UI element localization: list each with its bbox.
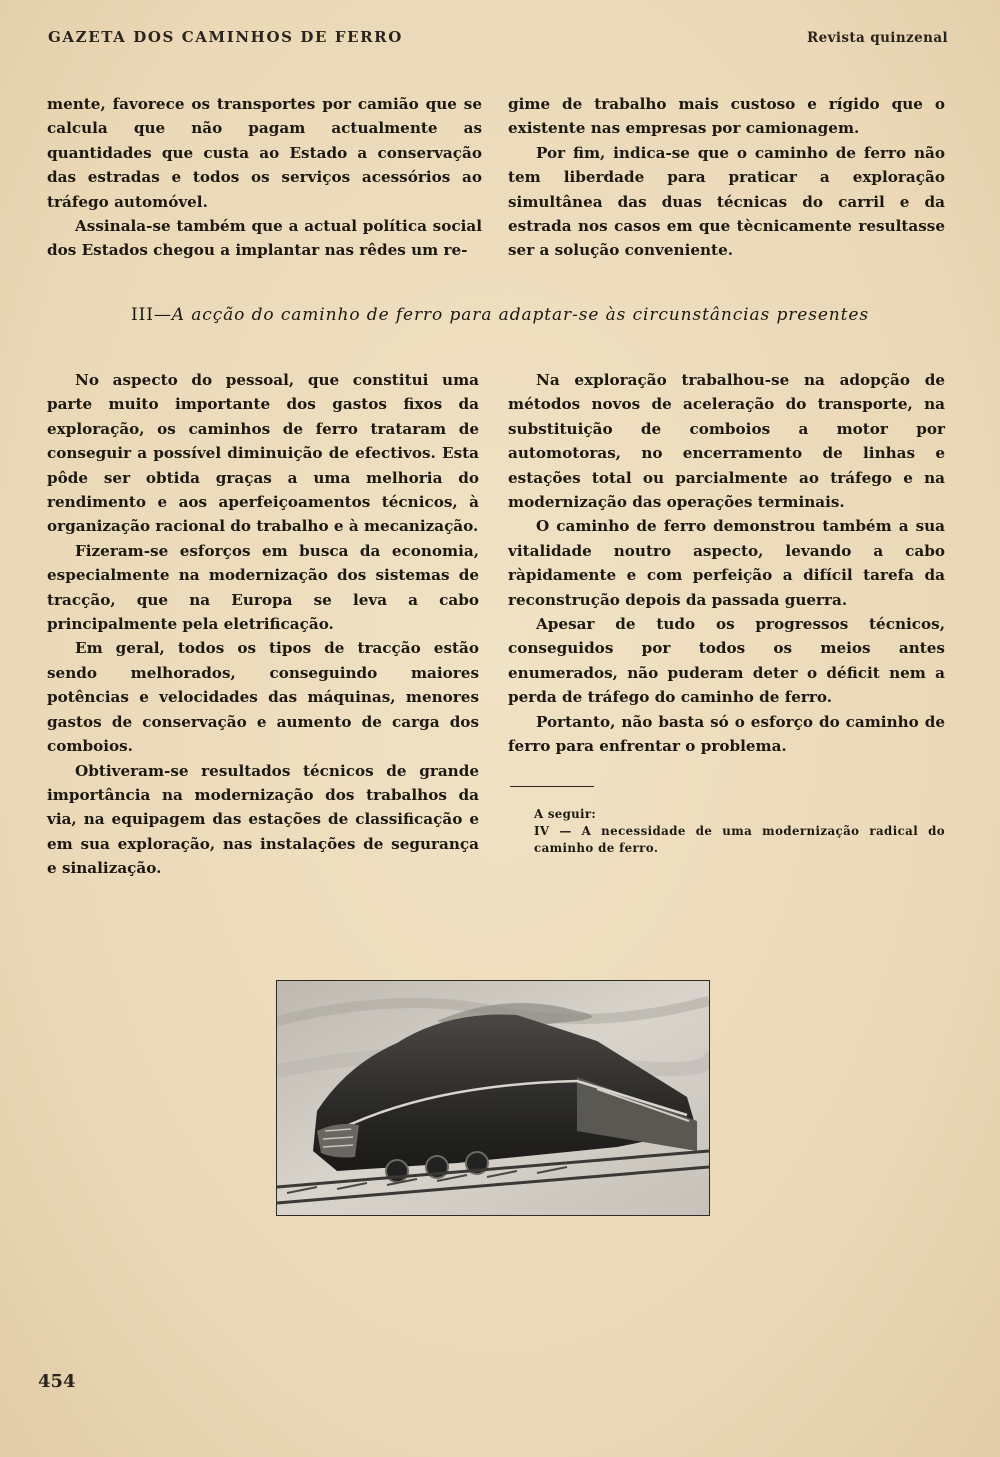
paragraph: Portanto, não basta só o esforço do caminho de ferro para enfrentar o problema.	[508, 712, 945, 756]
paragraph: No aspecto do pessoal, que constitui uma parte muito importante dos gastos fixos da exploração, os caminhos de ferro trataram de conseguir a possível diminuição de efectivos. Esta pôde ser obtida graças a uma melhoria do rendimento e aos aperfeiçoamentos técnicos, à organização racional do trabalho e à mecanização.	[47, 371, 479, 536]
section-dash: —	[153, 305, 172, 325]
section-title: A acção do caminho de ferro para adaptar-se às circunstâncias presentes	[171, 305, 869, 325]
locomotive-nose	[317, 1124, 359, 1158]
publication-title: GAZETA DOS CAMINHOS DE FERRO	[48, 28, 403, 46]
paragraph: Assinala-se também que a actual política social dos Estados chegou a implantar nas rêdes um re-	[47, 217, 482, 260]
locomotive-illustration	[276, 980, 710, 1216]
footnote-rule	[510, 786, 594, 787]
locomotive-drawing	[277, 981, 709, 1215]
top-left-column	[47, 92, 482, 263]
continuation-note	[508, 806, 945, 857]
bottom-right-column	[508, 368, 945, 759]
page-number: 454	[38, 1371, 76, 1392]
continuation-lead: A seguir:	[534, 807, 596, 821]
paragraph: Obtiveram-se resultados técnicos de grande importância na modernização dos trabalhos da via, na equipagem das estações de classificação e em sua exploração, nas instalações de segurança e sinalização.	[47, 761, 479, 878]
top-right-column	[508, 92, 945, 263]
paragraph: Fizeram-se esforços em busca da economia, especialmente na modernização dos sistemas de tracção, que na Europa se leva a cabo principalmente pela eletrificação.	[47, 541, 479, 634]
paragraph: mente, favorece os transportes por camião que se calcula que não pagam actualmente as quantidades que custa ao Estado a conservação das estradas e todos os serviços acessórios ao tráfego automóvel.	[47, 95, 482, 211]
publication-subtitle: Revista quinzenal	[806, 30, 948, 46]
paragraph: Por fim, indica-se que o caminho de ferro não tem liberdade para praticar a exploração simultânea das duas técnicas do carril e da estrada nos casos em que tècnicamente resultasse ser a solução conveniente.	[508, 143, 945, 260]
paragraph: Em geral, todos os tipos de tracção estão sendo melhorados, conseguindo maiores potências e velocidades das máquinas, menores gastos de conservação e aumento de carga dos comboios.	[47, 639, 479, 756]
section-heading	[60, 305, 940, 325]
paragraph: gime de trabalho mais custoso e rígido que o existente nas empresas por camionagem.	[508, 95, 945, 138]
paragraph: O caminho de ferro demonstrou também a sua vitalidade noutro aspecto, levando a cabo ràpidamente e com perfeição a difícil tarefa da reconstrução depois da passada guerra.	[508, 517, 945, 609]
paragraph: Apesar de tudo os progressos técnicos, conseguidos por todos os meios antes enumerados, não puderam deter o déficit nem a perda de tráfego do caminho de ferro.	[508, 615, 945, 707]
bottom-left-column	[47, 368, 479, 881]
running-head	[48, 28, 948, 50]
paragraph: Na exploração trabalhou-se na adopção de métodos novos de aceleração do transporte, na substituição de comboios a motor por automotoras, no encerramento de linhas e estações total ou parcialmente ao tráfego e na modernização das operações terminais.	[508, 371, 945, 512]
section-number: III	[131, 305, 154, 325]
next-section-title: IV — A necessidade de uma modernização radical do caminho de ferro.	[534, 824, 945, 855]
